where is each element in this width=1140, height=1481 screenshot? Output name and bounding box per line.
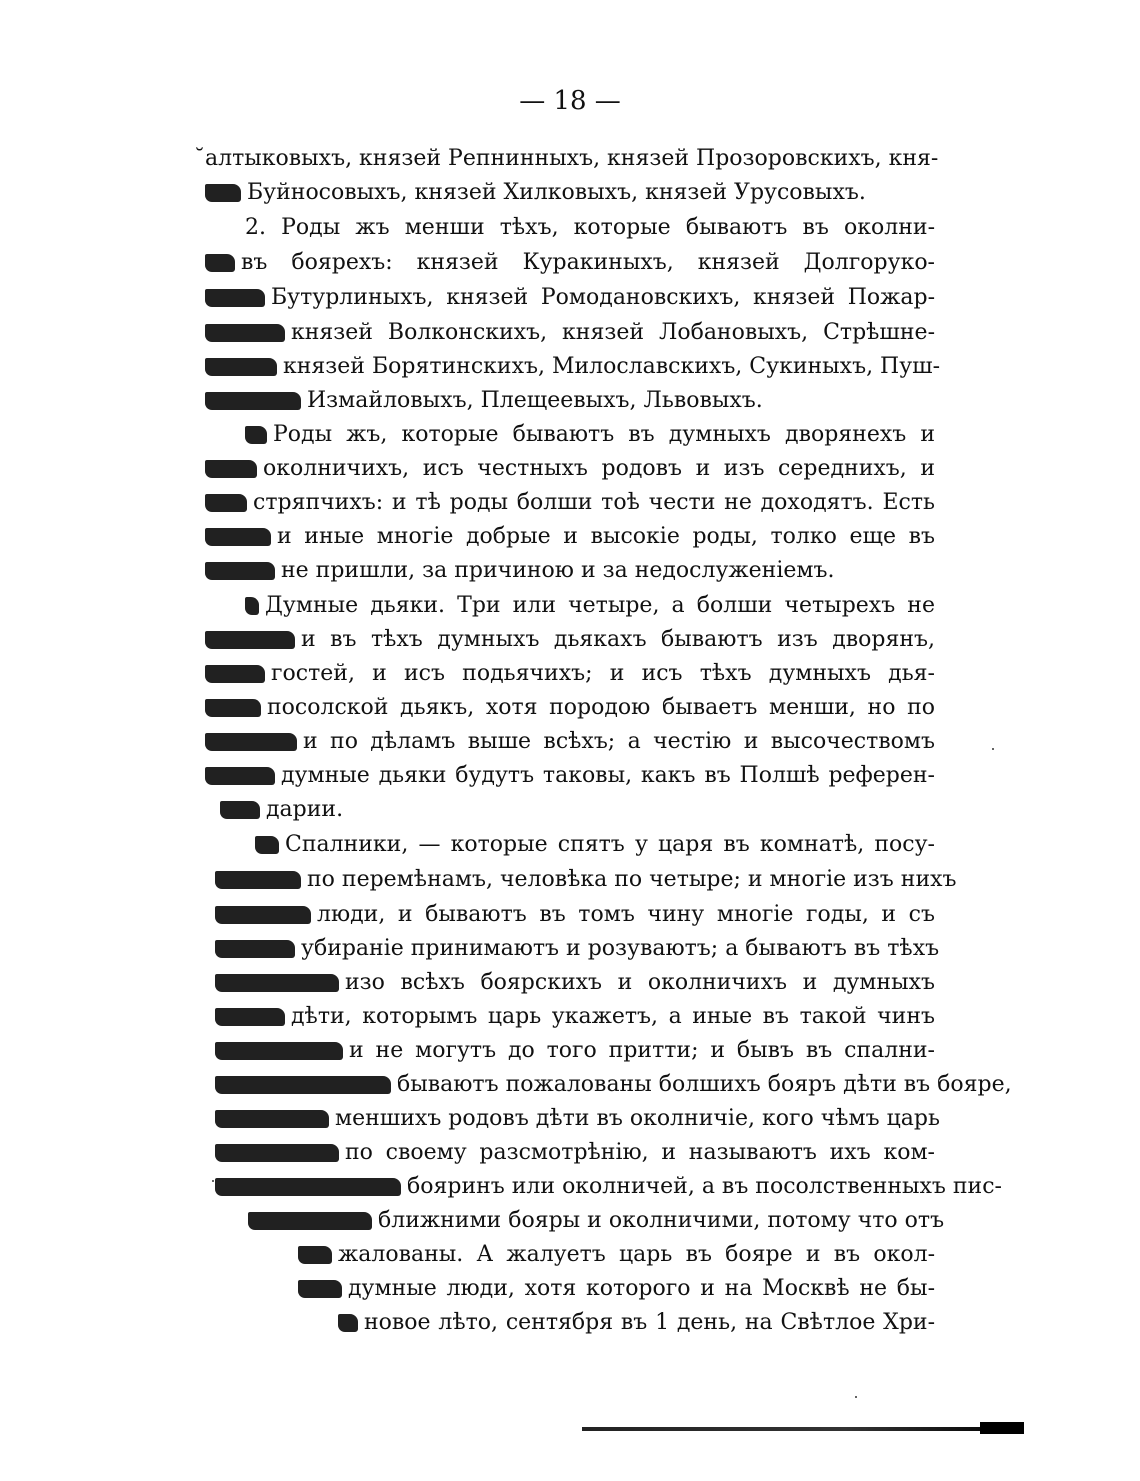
text-line: жалованы. А жалуетъ царь въ бояре и въ окол-: [298, 1242, 935, 1267]
speck: [855, 1396, 857, 1398]
text-line: по перемѣнамъ, человѣка по четыре; и многіе изъ нихъ: [215, 867, 935, 892]
text-line: 2. Роды жъ менши тѣхъ, которые бываютъ въ околни-: [245, 215, 935, 240]
ink-smudge: [205, 184, 241, 202]
ink-smudge: [215, 1110, 329, 1128]
text-line: бояринъ или околничей, а въ посолственныхъ пис-: [215, 1174, 935, 1199]
ink-smudge: [205, 358, 277, 376]
text-line: бываютъ пожалованы болшихъ бояръ дѣти въ бояре,: [215, 1072, 935, 1097]
text-line: и не могутъ до того притти; и бывъ въ спални-: [215, 1038, 935, 1063]
text-line: люди, и бываютъ въ томъ чину многіе годы, и съ: [215, 902, 935, 927]
ink-smudge: [298, 1280, 342, 1298]
text-line: не пришли, за причиною и за недослуженіемъ.: [205, 558, 835, 583]
text-line: князей Борятинскихъ, Милославскихъ, Сукиныхъ, Пуш-: [205, 354, 935, 379]
text-line: меншихъ родовъ дѣти въ околничіе, кого чѣмъ царь: [215, 1106, 935, 1131]
text-line: по своему разсмотрѣнію, и называютъ ихъ ком-: [215, 1140, 935, 1165]
ink-smudge: [255, 836, 279, 854]
ink-smudge: [205, 665, 265, 683]
ink-smudge: [215, 906, 311, 924]
text-line: Бутурлиныхъ, князей Ромодановскихъ, князей Пожар-: [205, 285, 935, 310]
ink-smudge: [215, 1076, 391, 1094]
page-number: — 18 —: [519, 86, 621, 116]
speck: [992, 748, 994, 750]
ink-smudge: [220, 801, 260, 819]
text-line: и иные многіе добрые и высокіе роды, толко еще въ: [205, 524, 935, 549]
text-line: Измайловыхъ, Плещеевыхъ, Львовыхъ.: [205, 388, 763, 413]
ink-smudge: [205, 494, 247, 512]
ink-smudge: [205, 254, 235, 272]
text-line: гостей, и исъ подьячихъ; и исъ тѣхъ думныхъ дья-: [205, 661, 935, 686]
ink-smudge: [215, 1144, 339, 1162]
text-line: въ боярехъ: князей Куракиныхъ, князей Долгоруко-: [205, 250, 935, 275]
ink-smudge: [205, 289, 265, 307]
text-line: дѣти, которымъ царь укажетъ, а иные въ такой чинъ: [215, 1004, 935, 1029]
ink-smudge: [215, 1042, 343, 1060]
ink-smudge: [205, 699, 261, 717]
ink-smudge: [205, 562, 275, 580]
ink-smudge: [245, 597, 259, 615]
text-line: убираніе принимаютъ и розуваютъ; а бываютъ въ тѣхъ: [215, 936, 935, 961]
text-line: думные дьяки будутъ таковы, какъ въ Полшѣ референ-: [205, 763, 935, 788]
ink-smudge: [338, 1314, 358, 1332]
ink-smudge: [205, 392, 301, 410]
ink-smudge: [215, 940, 295, 958]
text-line: околничихъ, исъ честныхъ родовъ и изъ середнихъ, и: [205, 456, 935, 481]
ink-smudge: [245, 426, 267, 444]
text-line: стряпчихъ: и тѣ роды болши тоѣ чести не доходятъ. Есть: [205, 490, 935, 515]
ink-smudge: [205, 767, 275, 785]
bottom-rule-tail: [980, 1422, 1024, 1434]
ink-smudge: [205, 460, 257, 478]
text-line: и по дѣламъ выше всѣхъ; а честію и высочествомъ: [205, 729, 935, 754]
ink-smudge: [215, 974, 339, 992]
text-line: Роды жъ, которые бываютъ въ думныхъ дворянехъ и: [245, 422, 935, 447]
text-line: новое лѣто, сентября въ 1 день, на Свѣтлое Хри-: [338, 1310, 935, 1335]
text-line: Буйносовыхъ, князей Хилковыхъ, князей Урусовыхъ.: [205, 180, 866, 205]
ink-smudge: [215, 1178, 401, 1196]
text-line: изо всѣхъ боярскихъ и околничихъ и думныхъ: [215, 970, 935, 995]
ink-smudge: [248, 1212, 372, 1230]
text-line: Думные дьяки. Три или четыре, а болши четырехъ не: [245, 593, 935, 618]
text-line: ближними бояры и околничими, потому что отъ: [248, 1208, 935, 1233]
ink-smudge: [205, 324, 285, 342]
text-line: дарии.: [220, 797, 343, 822]
ink-smudge: [205, 631, 295, 649]
ink-smudge: [205, 528, 271, 546]
text-line: думные люди, хотя которого и на Москвѣ не бы-: [298, 1276, 935, 1301]
ink-smudge: [215, 1008, 285, 1026]
text-line: и въ тѣхъ думныхъ дьякахъ бываютъ изъ дворянъ,: [205, 627, 935, 652]
text-line: князей Волконскихъ, князей Лобановыхъ, Стрѣшне-: [205, 320, 935, 345]
text-line: посолской дьякъ, хотя породою бываетъ менши, но по: [205, 695, 935, 720]
ink-smudge: [215, 871, 301, 889]
ink-smudge: [205, 733, 297, 751]
speck: [212, 1180, 214, 1182]
text-line: Спалники, — которые спятъ у царя въ комнатѣ, посу-: [255, 832, 935, 857]
bottom-rule: [582, 1427, 1022, 1431]
ink-smudge: [298, 1246, 332, 1264]
text-line: ̆алтыковыхъ, князей Репнинныхъ, князей Прозоровскихъ, кня-: [205, 146, 939, 171]
